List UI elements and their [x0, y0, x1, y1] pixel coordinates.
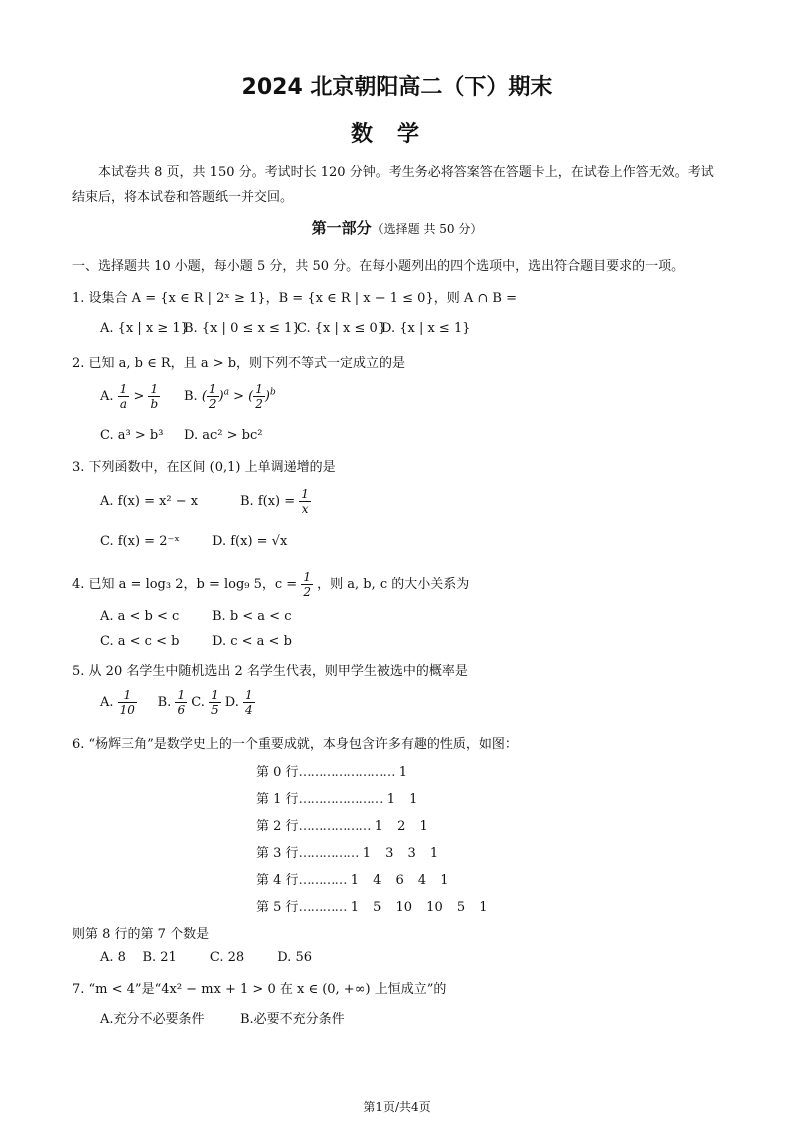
question-4-stem: [72, 570, 469, 599]
row-numbers: 1: [398, 765, 407, 780]
question-2-option-b: B. ( $\frac{1}{2}$ )$^a$ > ( $\frac{1}{2}$ )$^b$: [184, 382, 276, 411]
question-5-option-c-label: C.: [191, 695, 205, 710]
fraction-one-half: $\frac{1}{2}$: [208, 382, 217, 411]
question-4-option-b: B. b < a < c: [212, 609, 292, 624]
question-2-stem: 2. 已知 a, b ∈ R，且 a > b，则下列不等式一定成立的是: [72, 356, 406, 371]
yanghui-row-5: [256, 896, 488, 915]
fraction-1-over-x: $\frac{1}{x}$: [301, 487, 309, 516]
row-label: 第 3 行: [256, 846, 299, 861]
yanghui-row-3: [256, 842, 438, 861]
question-4-option-d: D. c < a < b: [212, 634, 292, 649]
question-2-option-d: D. ac² > bc²: [184, 428, 263, 443]
question-2-option-b-label: B.: [184, 389, 198, 404]
fraction-one-half: $\frac{1}{2}$: [255, 382, 263, 411]
question-3-option-a: A. f(x) = x² − x: [100, 494, 199, 509]
yanghui-row-2: [256, 815, 428, 834]
row-label: 第 2 行: [256, 819, 299, 834]
question-2-option-a-label: A.: [100, 389, 114, 404]
question-7-option-b: B.必要不充分条件: [240, 1012, 345, 1027]
yanghui-row-0: [256, 761, 407, 780]
subject-title: 数学: [350, 122, 443, 147]
question-6-question: 则第 8 行的第 7 个数是: [72, 927, 210, 942]
row-label: 第 1 行: [256, 792, 299, 807]
question-3-option-b: [240, 487, 311, 516]
fraction-1-over-5: $\frac{1}{5}$: [211, 688, 219, 717]
yanghui-row-1: [256, 788, 417, 807]
row-numbers: 1 5 10 10 5 1: [350, 900, 488, 915]
row-numbers: 1 2 1: [374, 819, 428, 834]
part-heading: [0, 217, 794, 238]
question-1-stem: 1. 设集合 A = {x ∈ R | 2ˣ ≥ 1}，B = {x ∈ R | x − 1 ≤ 0}，则 A ∩ B =: [72, 291, 517, 306]
fraction-1-over-b: $\frac{1}{b}$: [150, 382, 159, 411]
question-7-option-a: A.充分不必要条件: [100, 1012, 205, 1027]
leader-dots: …………: [298, 900, 347, 915]
part-note: （选择题 共 50 分）: [371, 222, 483, 236]
question-2-option-a: A. $\frac{1}{a}$ > $\frac{1}{b}$: [100, 382, 159, 411]
question-1-option-c: C. {x | x ≤ 0}: [297, 321, 387, 336]
section-instructions: 一、选择题共 10 小题，每小题 5 分，共 50 分。在每小题列出的四个选项中，选出符合题目要求的一项。: [72, 259, 685, 274]
question-5-options: [100, 688, 255, 717]
question-3-option-d: D. f(x) = √x: [212, 534, 288, 549]
leader-dots: ……………………: [298, 765, 395, 780]
yanghui-row-4: [256, 869, 449, 888]
leader-dots: …………………: [298, 792, 383, 807]
fraction-1-over-6: $\frac{1}{6}$: [177, 688, 186, 717]
question-5-option-a-label: A.: [100, 695, 114, 710]
question-1-option-a: A. {x | x ≥ 1}: [100, 321, 189, 336]
part-title: 第一部分: [311, 219, 372, 237]
row-label: 第 0 行: [256, 765, 299, 780]
question-4-option-a: A. a < b < c: [100, 609, 180, 624]
question-4-option-c: C. a < c < b: [100, 634, 180, 649]
question-3-option-b-label: B. f(x) =: [240, 494, 296, 509]
question-7-stem: 7. “m < 4”是“4x² − mx + 1 > 0 在 x ∈ (0, +∞) 上恒成立”的: [72, 982, 447, 997]
leader-dots: …………: [298, 873, 347, 888]
question-3-stem: 3. 下列函数中，在区间 (0,1) 上单调递增的是: [72, 460, 336, 475]
question-6-options: A. 8 B. 21 C. 28 D. 56: [100, 950, 312, 965]
row-label: 第 5 行: [256, 900, 299, 915]
row-numbers: 1 1: [386, 792, 418, 807]
question-3-option-c: C. f(x) = 2⁻ˣ: [100, 534, 180, 549]
fraction-1-over-a: $\frac{1}{a}$: [119, 382, 128, 411]
question-1-option-b: B. {x | 0 ≤ x ≤ 1}: [184, 321, 301, 336]
row-numbers: 1 4 6 4 1: [350, 873, 449, 888]
fraction-1-over-4: $\frac{1}{4}$: [245, 688, 253, 717]
row-label: 第 4 行: [256, 873, 299, 888]
page-footer: 第1页/共4页: [363, 1100, 431, 1114]
question-5-option-d-label: D.: [224, 695, 239, 710]
question-5-stem: 5. 从 20 名学生中随机选出 2 名学生代表，则甲学生被选中的概率是: [72, 664, 468, 679]
question-1-option-d: D. {x | x ≤ 1}: [381, 321, 471, 336]
leader-dots: ……………: [298, 846, 359, 861]
fraction-one-half: $\frac{1}{2}$: [303, 570, 311, 599]
leader-dots: ………………: [298, 819, 371, 834]
exam-instructions: 本试卷共 8 页，共 150 分。考试时长 120 分钟。考生务必将答案答在答题卡上，在试卷上作答无效。考试结束后，将本试卷和答题纸一并交回。: [72, 165, 714, 205]
fraction-1-over-10: $\frac{1}{10}$: [119, 688, 135, 717]
question-4-stem-end: ，则 a, b, c 的大小关系为: [317, 577, 470, 592]
question-5-option-b-label: B.: [157, 695, 172, 710]
question-2-option-c: C. a³ > b³: [100, 428, 164, 443]
question-4-stem-start: 4. 已知 a = log₃ 2，b = log₉ 5，c =: [72, 577, 298, 592]
row-numbers: 1 3 3 1: [362, 846, 439, 861]
question-6-stem: 6. “杨辉三角”是数学史上的一个重要成就，本身包含许多有趣的性质，如图：: [72, 737, 518, 752]
exam-title: 2024 北京朝阳高二（下）期末: [241, 75, 553, 100]
